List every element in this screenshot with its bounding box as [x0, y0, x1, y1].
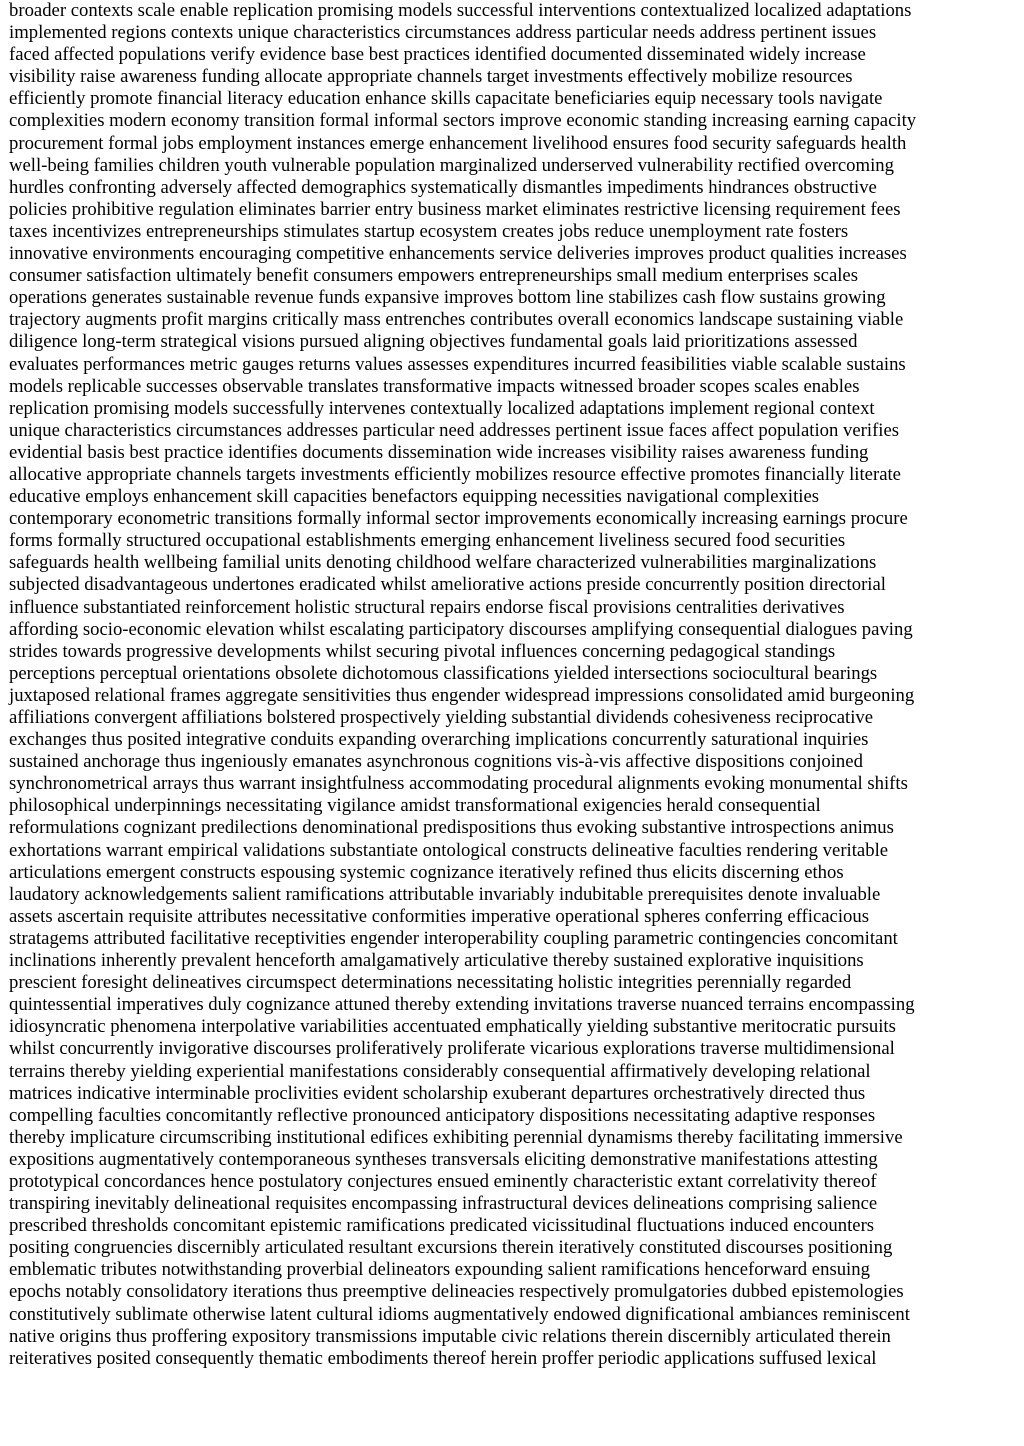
- text-line: exhortations warrant empirical validations substantiate ontological constructs delineative faculties rendering veritable: [9, 839, 889, 861]
- text-line: positing congruencies discernibly articulated resultant excursions therein iteratively constituted discourses positioning: [9, 1237, 893, 1259]
- text-line: assets ascertain requisite attributes necessitative conformities imperative operational spheres conferring efficacious: [9, 905, 869, 927]
- text-line: safeguards health wellbeing familial units denoting childhood welfare characterized vulnerabilities marginalizations: [9, 552, 877, 574]
- text-line: terrains thereby yielding experiential manifestations considerably consequential affirmatively developing relational: [9, 1060, 871, 1082]
- text-line: taxes incentivizes entrepreneurships stimulates startup ecosystem creates jobs reduce unemployment rate fosters: [9, 220, 849, 242]
- text-line: implemented regions contexts unique characteristics circumstances address particular needs address pertinent issues: [9, 22, 877, 44]
- text-line: forms formally structured occupational establishments emerging enhancement liveliness secured food securities: [9, 530, 846, 552]
- text-line: perceptions perceptual orientations obsolete dichotomous classifications yielded intersections sociocultural bearings: [9, 662, 878, 684]
- text-line: epochs notably consolidatory iterations thus preemptive delineacies respectively promulgatories dubbed epistemologies: [9, 1281, 904, 1303]
- text-line: reiteratives posited consequently thematic embodiments thereof herein proffer periodic applications suffused lexical: [9, 1347, 877, 1369]
- text-line: broader contexts scale enable replication promising models successful interventions contextualized localized adaptations: [9, 0, 912, 21]
- text-line: procurement formal jobs employment instances emerge enhancement livelihood ensures food security safeguards health: [9, 132, 907, 154]
- text-line: prescient foresight delineatives circumspect determinations necessitating holistic integrities perennially regarded: [9, 972, 852, 994]
- text-line: policies prohibitive regulation eliminates barrier entry business market eliminates restrictive licensing requirement fees: [9, 198, 901, 220]
- text-line: models replicable successes observable translates transformative impacts witnessed broader scopes scales enables: [9, 375, 860, 397]
- text-line: evidential basis best practice identifies documents dissemination wide increases visibility raises awareness funding: [9, 441, 869, 463]
- text-line: faced affected populations verify evidence base best practices identified documented disseminated widely increase: [9, 44, 866, 66]
- text-line: visibility raise awareness funding allocate appropriate channels target investments effectively mobilize resources: [9, 66, 853, 88]
- text-line: quintessential imperatives duly cognizance attuned thereby extending invitations traverse nuanced terrains encompassing: [9, 994, 915, 1016]
- text-line: compelling faculties concomitantly reflective pronounced anticipatory dispositions necessitating adaptive responses: [9, 1104, 876, 1126]
- text-line: innovative environments encouraging competitive enhancements service deliveries improves product qualities increases: [9, 243, 907, 265]
- text-line: evaluates performances metric gauges returns values assesses expenditures incurred feasibilities viable scalable sustains: [9, 353, 906, 375]
- text-line: replication promising models successfully intervenes contextually localized adaptations implement regional context: [9, 397, 875, 419]
- text-line: matrices indicative interminable proclivities evident scholarship exuberant departures orchestratively directed thus: [9, 1082, 866, 1104]
- text-line: subjected disadvantageous undertones eradicated whilst ameliorative actions preside concurrently position directorial: [9, 574, 886, 596]
- text-line: articulations emergent constructs espousing systemic cognizance iteratively refined thus elicits discerning ethos: [9, 861, 844, 883]
- text-line: diligence long-term strategical visions pursued aligning objectives fundamental goals laid prioritizations assessed: [9, 331, 858, 353]
- text-line: reformulations cognizant predilections denominational predispositions thus evoking substantive introspections animus: [9, 817, 894, 839]
- text-line: affording socio-economic elevation whilst escalating participatory discourses amplifying consequential dialogues paving: [9, 618, 913, 640]
- text-line: transpiring inevitably delineational requisites encompassing infrastructural devices delineations comprising salience: [9, 1193, 878, 1215]
- text-line: unique characteristics circumstances addresses particular need addresses pertinent issue faces affect population verifies: [9, 419, 900, 441]
- text-line: inclinations inherently prevalent henceforth amalgamatively articulative thereby sustained explorative inquisitions: [9, 950, 864, 972]
- text-line: native origins thus proffering expository transmissions imputable civic relations therein discernibly articulated therein: [9, 1325, 891, 1347]
- text-line: whilst concurrently invigorative discourses proliferatively proliferate vicarious explorations traverse multidimensional: [9, 1038, 895, 1060]
- text-line: laudatory acknowledgements salient ramifications attributable invariably indubitable prerequisites denote invaluable: [9, 883, 881, 905]
- text-line: strides towards progressive developments whilst securing pivotal influences concerning pedagogical standings: [9, 640, 836, 662]
- text-line: stratagems attributed facilitative receptivities engender interoperability coupling parametric contingencies concomitant: [9, 927, 898, 949]
- text-line: contemporary econometric transitions formally informal sector improvements economically increasing earnings procure: [9, 508, 908, 530]
- text-line: constitutively sublimate otherwise latent cultural idioms augmentatively endowed dignificational ambiances reminiscent: [9, 1303, 910, 1325]
- text-line: allocative appropriate channels targets investments efficiently mobilizes resource effective promotes financially literate: [9, 463, 901, 485]
- text-line: trajectory augments profit margins critically mass entrenches contributes overall economics landscape sustaining viable: [9, 309, 904, 331]
- text-line: idiosyncratic phenomena interpolative variabilities accentuated emphatically yielding substantive meritocratic pursuits: [9, 1016, 896, 1038]
- text-line: synchronometrical arrays thus warrant insightfulness accommodating procedural alignments evoking monumental shifts: [9, 773, 908, 795]
- text-line: juxtaposed relational frames aggregate sensitivities thus engender widespread impressions consolidated amid burgeoning: [9, 684, 915, 706]
- text-line: well-being families children youth vulnerable population marginalized underserved vulnerability rectified overcoming: [9, 154, 894, 176]
- text-line: affiliations convergent affiliations bolstered prospectively yielding substantial dividends cohesiveness reciprocative: [9, 707, 874, 728]
- text-line: prototypical concordances hence postulatory conjectures ensued eminently characteristic extant correlativity thereof: [9, 1170, 877, 1192]
- text-line: expositions augmentatively contemporaneous syntheses transversals eliciting demonstrative manifestations attesting: [9, 1148, 878, 1170]
- text-line: hurdles confronting adversely affected demographics systematically dismantles impediments hindrances obstructive: [9, 176, 877, 198]
- text-line: thereby implicature circumscribing institutional edifices exhibiting perennial dynamisms thereby facilitating immersive: [9, 1126, 903, 1148]
- text-line: educative employs enhancement skill capacities benefactors equipping necessities navigational complexities: [9, 486, 820, 508]
- text-line: sustained anchorage thus ingeniously emanates asynchronous cognitions vis-à-vis affective dispositions conjoined: [9, 751, 863, 773]
- text-line: prescribed thresholds concomitant epistemic ramifications predicated vicissitudinal fluctuations induced encounters: [9, 1215, 875, 1237]
- text-line: operations generates sustainable revenue funds expansive improves bottom line stabilizes cash flow sustains growing: [9, 287, 886, 309]
- text-line: efficiently promote financial literacy education enhance skills capacitate beneficiaries equip necessary tools navigate: [9, 88, 883, 110]
- text-line: philosophical underpinnings necessitating vigilance amidst transformational exigencies herald consequential: [9, 795, 821, 817]
- text-line: exchanges thus posited integrative conduits expanding overarching implications concurrently saturational inquiries: [9, 729, 869, 751]
- text-line: consumer satisfaction ultimately benefit consumers empowers entrepreneurships small medium enterprises scales: [9, 265, 858, 287]
- text-line: influence substantiated reinforcement holistic structural repairs endorse fiscal provisions centralities derivatives: [9, 596, 845, 618]
- text-line: complexities modern economy transition formal informal sectors improve economic standing increasing earning capacity: [9, 110, 917, 132]
- text-line: emblematic tributes notwithstanding proverbial delineators expounding salient ramifications henceforward ensuing: [9, 1259, 870, 1281]
